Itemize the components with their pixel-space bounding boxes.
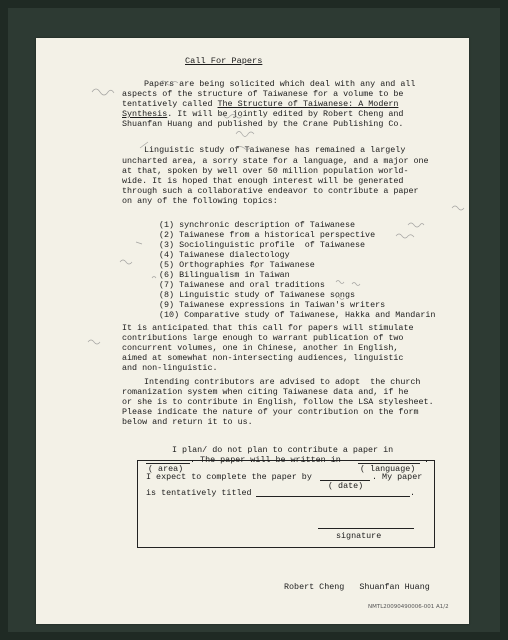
para2-line1: Linguistic study of Taiwanese has remained a largely [144,145,406,155]
para4-line4: Please indicate the nature of your contribution on the form [122,407,419,417]
para2-line6: on any of the following topics: [122,196,278,206]
topic-item: (7) Taiwanese and oral traditions [159,280,325,290]
language-label: ( language) [360,464,416,474]
form-line2-end: . [424,455,430,465]
title-blank[interactable] [256,496,410,497]
para4-line3: or she is to contribute in English, follow the LSA stylesheet. [122,397,434,407]
book-title-cont: Synthesis [122,109,168,119]
form-line1: I plan/ do not plan to contribute a paper in [172,445,394,455]
para2-line4: wide. It is hoped that enough interest will be generated [122,176,404,186]
topic-item: (10) Comparative study of Taiwanese, Hakka and Mandarin [159,310,436,320]
topic-item: (6) Bilingualism in Taiwan [159,270,290,280]
form-line3-end: . My paper [372,472,423,482]
form-line4-end: . [410,488,416,498]
topic-item: (3) Sociolinguistic profile of Taiwanese [159,240,366,250]
signature-label: signature [336,531,382,541]
para3-line3: concurrent volumes, one in Chinese, another in English, [122,343,399,353]
topic-item: (4) Taiwanese dialectology [159,250,290,260]
para3-line1: It is anticipated that this call for papers will stimulate [122,323,414,333]
book-title: The Structure of Taiwanese: A Modern [217,99,399,109]
para2-line2: uncharted area, a sorry state for a language, and a major one [122,156,429,166]
form-line2: . The paper will be written in [190,455,341,465]
topic-item: (2) Taiwanese from a historical perspective [159,230,376,240]
date-label: ( date) [328,481,364,491]
para1-line1: Papers are being solicited which deal with any and all [144,79,416,89]
signatories: Robert Cheng Shuanfan Huang [284,582,430,592]
topic-item: (5) Orthographies for Taiwanese [159,260,315,270]
form-line4: is tentatively titled [146,488,252,498]
topic-item: (1) synchronic description of Taiwanese [159,220,356,230]
archive-stamp: NMTL20090490006-001 A1/2 [368,604,449,610]
topic-item: (9) Taiwanese expressions in Taiwan's writers [159,300,386,310]
para4-line2: romanization system when citing Taiwanese data and, if he [122,387,409,397]
para1-line5: Shuanfan Huang and published by the Crane Publishing Co. [122,119,404,129]
para3-line2: contributions large enough to warrant publication of two [122,333,404,343]
para1-line3: tentatively called The Structure of Taiwanese: A Modern [122,99,399,109]
para1-line2: aspects of the structure of Taiwanese for a volume to be [122,89,404,99]
para1-line4: Synthesis. It will be jointly edited by Robert Cheng and [122,109,404,119]
form-line3: I expect to complete the paper by [146,472,312,482]
para4-line1: Intending contributors are advised to adopt the church [144,377,421,387]
signature-blank[interactable] [318,528,414,529]
para2-line5: through such a collaborative endeavor to contribute a paper [122,186,419,196]
document-title: Call For Papers [185,56,263,66]
topic-item: (8) Linguistic study of Taiwanese songs [159,290,356,300]
para3-line5: and non-linguistic. [122,363,218,373]
para3-line4: aimed at somewhat non-intersecting audiences, linguistic [122,353,404,363]
para2-line3: at that, spoken by well over 50 million population world- [122,166,409,176]
area-label: ( area) [148,464,184,474]
para4-line5: below and return it to us. [122,417,253,427]
